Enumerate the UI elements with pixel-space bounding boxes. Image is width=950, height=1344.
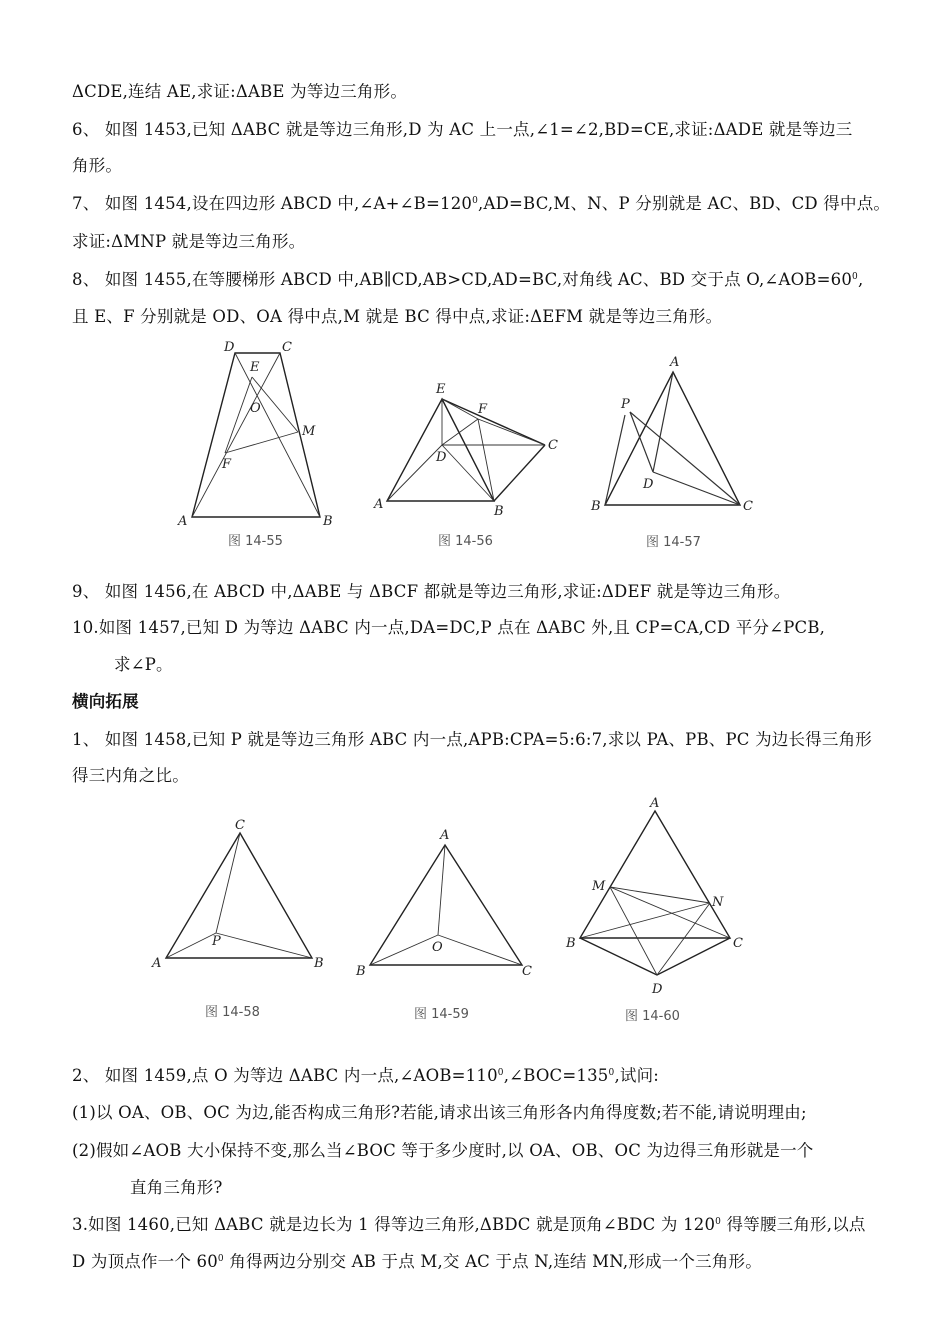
label-M: M <box>592 879 606 894</box>
label-F: F <box>478 402 488 417</box>
label-C: C <box>282 340 292 355</box>
text-segment: (2)假如∠AOB 大小保持不变,那么当∠BOC 等于多少度时,以 OA、OB、OC 为边得三角形就是一个 <box>72 1141 814 1160</box>
section-heading <box>72 688 139 712</box>
label-E: E <box>250 360 260 375</box>
label-A: A <box>440 828 450 843</box>
label-B: B <box>323 514 333 529</box>
text-segment: 求∠P。 <box>114 655 173 674</box>
label-B: B <box>591 499 601 514</box>
label-D: D <box>652 982 663 997</box>
text-line <box>72 1248 762 1272</box>
label-P: P <box>621 397 630 412</box>
problem-6 <box>72 116 852 140</box>
text-segment: 直角三角形? <box>130 1178 223 1197</box>
text-segment: 3.如图 1460,已知 ΔABC 就是边长为 1 得等边三角形,ΔBDC 就是顶角∠BDC 为 120 <box>72 1215 716 1234</box>
label-A: A <box>178 514 188 529</box>
superscript: 0 <box>497 1068 504 1078</box>
figure-caption: 图 14-56 <box>438 534 493 549</box>
problem-10 <box>72 614 825 638</box>
text-segment: ,∠BOC=135 <box>503 1066 609 1085</box>
label-C: C <box>743 499 753 514</box>
text-segment: 得等腰三角形,以点 <box>721 1215 866 1234</box>
text-segment: , <box>857 270 864 289</box>
label-O: O <box>250 401 261 416</box>
text-segment: 10.如图 1457,已知 D 为等边 ΔABC 内一点,DA=DC,P 点在 ΔABC 外,且 CP=CA,CD 平分∠PCB, <box>72 618 826 637</box>
label-C: C <box>522 964 532 979</box>
label-B: B <box>314 956 324 971</box>
label-N: N <box>712 895 724 910</box>
label-O: O <box>432 940 443 955</box>
text-segment: ΔCDE,连结 AE,求证:ΔABE 为等边三角形。 <box>72 82 408 101</box>
figure-caption: 图 14-58 <box>205 1005 260 1020</box>
label-C: C <box>235 818 245 833</box>
text-segment: 1、 如图 1458,已知 P 就是等边三角形 ABC 内一点,APB:CPA=5:6:7,求以 PA、PB、PC 为边长得三角形 <box>72 730 872 749</box>
question-1 <box>72 1099 807 1123</box>
text-segment: 横向拓展 <box>72 692 139 711</box>
text-line <box>72 152 122 176</box>
extension-1 <box>72 726 872 750</box>
question-2 <box>72 1137 814 1161</box>
label-A: A <box>650 796 660 811</box>
label-C: C <box>548 438 558 453</box>
label-A: A <box>670 355 680 370</box>
superscript: 0 <box>715 1217 722 1227</box>
figure-14-55 <box>170 335 340 530</box>
label-M: M <box>302 424 316 439</box>
figure-14-57 <box>585 350 765 525</box>
text-line <box>72 228 305 252</box>
label-A: A <box>152 956 162 971</box>
text-segment: ,AD=BC,M、N、P 分别就是 AC、BD、CD 得中点。 <box>478 194 891 213</box>
text-segment: 角得两边分别交 AB 于点 M,交 AC 于点 N,连结 MN,形成一个三角形。 <box>223 1252 762 1271</box>
label-C: C <box>733 936 743 951</box>
figure-14-59 <box>350 825 540 980</box>
label-A: A <box>374 497 384 512</box>
text-segment: 8、 如图 1455,在等腰梯形 ABCD 中,AB∥CD,AB>CD,AD=BC,对角线 AC、BD 交于点 O,∠AOB=60 <box>72 270 853 289</box>
text-line <box>130 1174 223 1198</box>
text-segment: ,试问: <box>614 1066 660 1085</box>
label-D: D <box>224 340 235 355</box>
figure-caption: 图 14-55 <box>228 534 283 549</box>
extension-3 <box>72 1211 866 1235</box>
figure-14-58 <box>150 815 330 975</box>
label-P: P <box>212 934 221 949</box>
text-line <box>72 303 722 327</box>
label-D: D <box>643 477 654 492</box>
label-B: B <box>566 936 576 951</box>
text-segment: 6、 如图 1453,已知 ΔABC 就是等边三角形,D 为 AC 上一点,∠1=∠2,BD=CE,求证:ΔADE 就是等边三 <box>72 120 853 139</box>
text-line <box>72 762 189 786</box>
label-B: B <box>494 504 504 519</box>
text-segment: (1)以 OA、OB、OC 为边,能否构成三角形?若能,请求出该三角形各内角得度数;若不能,请说明理由; <box>72 1103 807 1122</box>
label-D: D <box>436 450 447 465</box>
figure-14-60 <box>560 795 750 1005</box>
figure-caption: 图 14-59 <box>414 1007 469 1022</box>
figure-caption: 图 14-57 <box>646 535 701 550</box>
problem-9 <box>72 578 790 602</box>
text-segment: 求证:ΔMNP 就是等边三角形。 <box>72 232 306 251</box>
text-segment: 7、 如图 1454,设在四边形 ABCD 中,∠A+∠B=120 <box>72 194 473 213</box>
label-F: F <box>222 457 232 472</box>
superscript: 0 <box>472 196 479 206</box>
text-line <box>114 651 173 675</box>
text-line <box>72 78 407 102</box>
figure-caption: 图 14-60 <box>625 1009 680 1024</box>
text-segment: 且 E、F 分别就是 OD、OA 得中点,M 就是 BC 得中点,求证:ΔEFM 就是等边三角形。 <box>72 307 723 326</box>
superscript: 0 <box>217 1254 224 1264</box>
problem-8 <box>72 266 863 290</box>
text-segment: 得三内角之比。 <box>72 766 189 785</box>
figure-14-56 <box>370 375 565 520</box>
label-E: E <box>436 382 446 397</box>
extension-2 <box>72 1062 659 1086</box>
superscript: 0 <box>608 1068 615 1078</box>
problem-7 <box>72 190 890 214</box>
text-segment: 2、 如图 1459,点 O 为等边 ΔABC 内一点,∠AOB=110 <box>72 1066 498 1085</box>
text-segment: 角形。 <box>72 156 123 175</box>
label-B: B <box>356 964 366 979</box>
superscript: 0 <box>852 272 858 282</box>
text-segment: 9、 如图 1456,在 ABCD 中,ΔABE 与 ΔBCF 都就是等边三角形,求证:ΔDEF 就是等边三角形。 <box>72 582 791 601</box>
text-segment: D 为顶点作一个 60 <box>72 1252 218 1271</box>
